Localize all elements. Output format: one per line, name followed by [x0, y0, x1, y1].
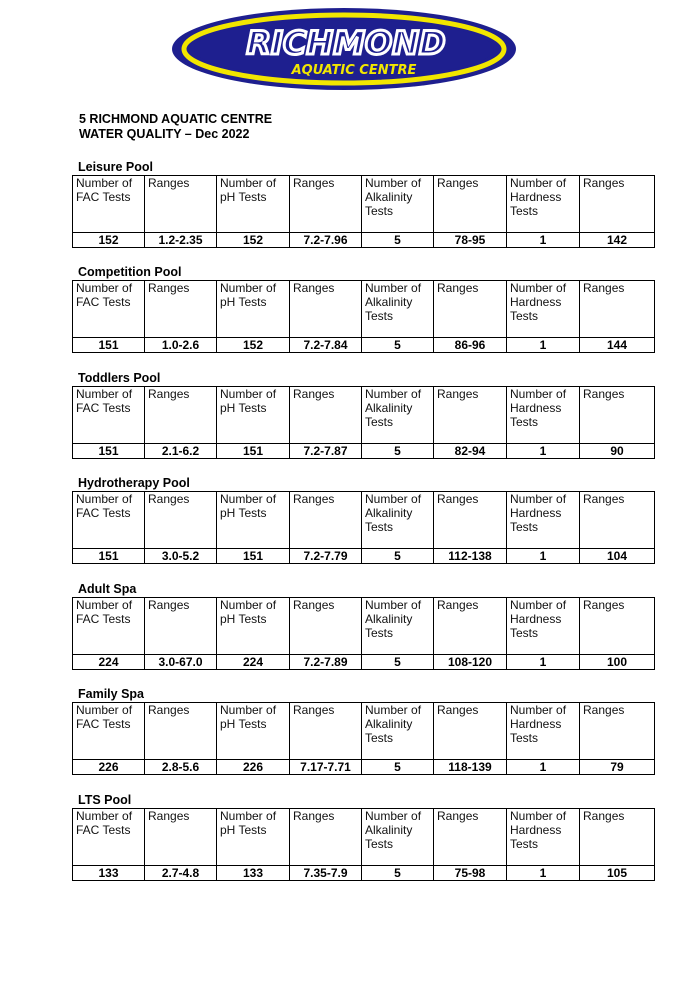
header-cell: Ranges [290, 598, 362, 655]
water-quality-table [72, 808, 655, 881]
pool-section [72, 371, 654, 459]
value-cell: 5 [362, 760, 434, 775]
value-cell: 7.2-7.89 [290, 655, 362, 670]
pool-section [72, 160, 654, 248]
header-cell: Ranges [580, 492, 655, 549]
header-cell: Number of FAC Tests [73, 176, 145, 233]
water-quality-table [72, 597, 655, 670]
header-cell: Number of FAC Tests [73, 492, 145, 549]
value-cell: 5 [362, 655, 434, 670]
header-cell: Number of Alkalinity Tests [362, 703, 434, 760]
value-cell: 90 [580, 444, 655, 459]
header-cell: Number of Alkalinity Tests [362, 387, 434, 444]
header-cell: Ranges [290, 281, 362, 338]
value-cell: 1.2-2.35 [145, 233, 217, 248]
value-cell: 118-139 [434, 760, 507, 775]
value-cell: 224 [73, 655, 145, 670]
header-cell: Ranges [580, 703, 655, 760]
value-cell: 1 [507, 549, 580, 564]
value-cell: 1 [507, 444, 580, 459]
header-cell: Number of Alkalinity Tests [362, 176, 434, 233]
header-cell: Ranges [434, 281, 507, 338]
pool-title: LTS Pool [78, 793, 132, 807]
pool-section [72, 793, 654, 881]
table-header-row [73, 281, 655, 338]
header-cell: Ranges [580, 809, 655, 866]
value-cell: 7.17-7.71 [290, 760, 362, 775]
value-cell: 151 [217, 444, 290, 459]
table-header-row [73, 809, 655, 866]
header-cell: Ranges [580, 387, 655, 444]
value-cell: 226 [217, 760, 290, 775]
value-cell: 7.2-7.84 [290, 338, 362, 353]
value-cell: 144 [580, 338, 655, 353]
value-cell: 2.8-5.6 [145, 760, 217, 775]
table-header-row [73, 598, 655, 655]
value-cell: 151 [73, 549, 145, 564]
header-cell: Ranges [290, 387, 362, 444]
value-cell: 1 [507, 233, 580, 248]
value-cell: 5 [362, 233, 434, 248]
table-row [73, 444, 655, 459]
value-cell: 133 [73, 866, 145, 881]
value-cell: 152 [73, 233, 145, 248]
header-cell: Ranges [434, 809, 507, 866]
value-cell: 1 [507, 760, 580, 775]
table-header-row [73, 703, 655, 760]
pool-section [72, 582, 654, 670]
value-cell: 105 [580, 866, 655, 881]
header-cell: Number of Hardness Tests [507, 176, 580, 233]
water-quality-table [72, 280, 655, 353]
value-cell: 86-96 [434, 338, 507, 353]
table-row [73, 233, 655, 248]
table-row [73, 549, 655, 564]
header-cell: Number of Hardness Tests [507, 703, 580, 760]
pool-section [72, 687, 654, 775]
heading-line-2: WATER QUALITY – Dec 2022 [79, 127, 250, 141]
value-cell: 79 [580, 760, 655, 775]
header-cell: Number of pH Tests [217, 598, 290, 655]
table-header-row [73, 176, 655, 233]
header-cell: Number of Alkalinity Tests [362, 809, 434, 866]
value-cell: 75-98 [434, 866, 507, 881]
value-cell: 133 [217, 866, 290, 881]
value-cell: 104 [580, 549, 655, 564]
table-row [73, 655, 655, 670]
value-cell: 7.2-7.79 [290, 549, 362, 564]
header-cell: Number of FAC Tests [73, 281, 145, 338]
header-cell: Number of Hardness Tests [507, 598, 580, 655]
value-cell: 108-120 [434, 655, 507, 670]
value-cell: 2.1-6.2 [145, 444, 217, 459]
value-cell: 7.2-7.96 [290, 233, 362, 248]
value-cell: 7.35-7.9 [290, 866, 362, 881]
value-cell: 100 [580, 655, 655, 670]
header-cell: Ranges [145, 809, 217, 866]
pool-title: Hydrotherapy Pool [78, 476, 190, 490]
header-cell: Number of pH Tests [217, 809, 290, 866]
header-cell: Number of Alkalinity Tests [362, 281, 434, 338]
header-cell: Number of pH Tests [217, 492, 290, 549]
table-row [73, 760, 655, 775]
header-cell: Number of Alkalinity Tests [362, 598, 434, 655]
value-cell: 78-95 [434, 233, 507, 248]
header-cell: Ranges [145, 281, 217, 338]
header-cell: Ranges [145, 492, 217, 549]
header-cell: Number of pH Tests [217, 703, 290, 760]
header-cell: Number of FAC Tests [73, 703, 145, 760]
value-cell: 5 [362, 338, 434, 353]
header-cell: Number of pH Tests [217, 176, 290, 233]
header-cell: Ranges [580, 598, 655, 655]
value-cell: 151 [73, 338, 145, 353]
header-cell: Ranges [145, 703, 217, 760]
header-cell: Number of Alkalinity Tests [362, 492, 434, 549]
value-cell: 152 [217, 233, 290, 248]
header-cell: Number of pH Tests [217, 281, 290, 338]
heading-line-1: 5 RICHMOND AQUATIC CENTRE [79, 112, 273, 126]
header-cell: Ranges [290, 809, 362, 866]
header-cell: Number of Hardness Tests [507, 387, 580, 444]
pool-section [72, 476, 654, 564]
header-cell: Number of FAC Tests [73, 598, 145, 655]
header-cell: Ranges [434, 703, 507, 760]
value-cell: 82-94 [434, 444, 507, 459]
header-cell: Number of pH Tests [217, 387, 290, 444]
richmond-aquatic-centre-logo [170, 6, 518, 92]
value-cell: 224 [217, 655, 290, 670]
header-cell: Ranges [434, 492, 507, 549]
value-cell: 5 [362, 444, 434, 459]
pool-title: Adult Spa [78, 582, 137, 596]
value-cell: 1 [507, 655, 580, 670]
header-cell: Ranges [580, 281, 655, 338]
water-quality-table [72, 702, 655, 775]
pool-section [72, 265, 654, 353]
water-quality-table [72, 491, 655, 564]
header-cell: Ranges [434, 176, 507, 233]
value-cell: 151 [73, 444, 145, 459]
header-cell: Ranges [145, 176, 217, 233]
value-cell: 112-138 [434, 549, 507, 564]
logo-subtitle: AQUATIC CENTRE [291, 63, 417, 78]
header-cell: Number of FAC Tests [73, 387, 145, 444]
header-cell: Number of FAC Tests [73, 809, 145, 866]
value-cell: 1 [507, 866, 580, 881]
water-quality-table [72, 175, 655, 248]
header-cell: Ranges [434, 598, 507, 655]
header-cell: Number of Hardness Tests [507, 809, 580, 866]
document-heading [79, 112, 272, 142]
header-cell: Ranges [434, 387, 507, 444]
value-cell: 3.0-5.2 [145, 549, 217, 564]
value-cell: 2.7-4.8 [145, 866, 217, 881]
value-cell: 3.0-67.0 [145, 655, 217, 670]
value-cell: 5 [362, 866, 434, 881]
value-cell: 1 [507, 338, 580, 353]
header-cell: Ranges [145, 387, 217, 444]
header-cell: Ranges [580, 176, 655, 233]
value-cell: 152 [217, 338, 290, 353]
header-cell: Number of Hardness Tests [507, 492, 580, 549]
logo-title: RICHMOND [246, 24, 446, 62]
table-row [73, 866, 655, 881]
header-cell: Ranges [290, 176, 362, 233]
pool-title: Leisure Pool [78, 160, 154, 174]
table-row [73, 338, 655, 353]
value-cell: 142 [580, 233, 655, 248]
water-quality-table [72, 386, 655, 459]
table-header-row [73, 387, 655, 444]
header-cell: Number of Hardness Tests [507, 281, 580, 338]
header-cell: Ranges [290, 492, 362, 549]
header-cell: Ranges [290, 703, 362, 760]
pool-title: Family Spa [78, 687, 144, 701]
value-cell: 226 [73, 760, 145, 775]
value-cell: 5 [362, 549, 434, 564]
pool-title: Toddlers Pool [78, 371, 161, 385]
value-cell: 7.2-7.87 [290, 444, 362, 459]
value-cell: 1.0-2.6 [145, 338, 217, 353]
header-cell: Ranges [145, 598, 217, 655]
value-cell: 151 [217, 549, 290, 564]
table-header-row [73, 492, 655, 549]
pool-title: Competition Pool [78, 265, 182, 279]
